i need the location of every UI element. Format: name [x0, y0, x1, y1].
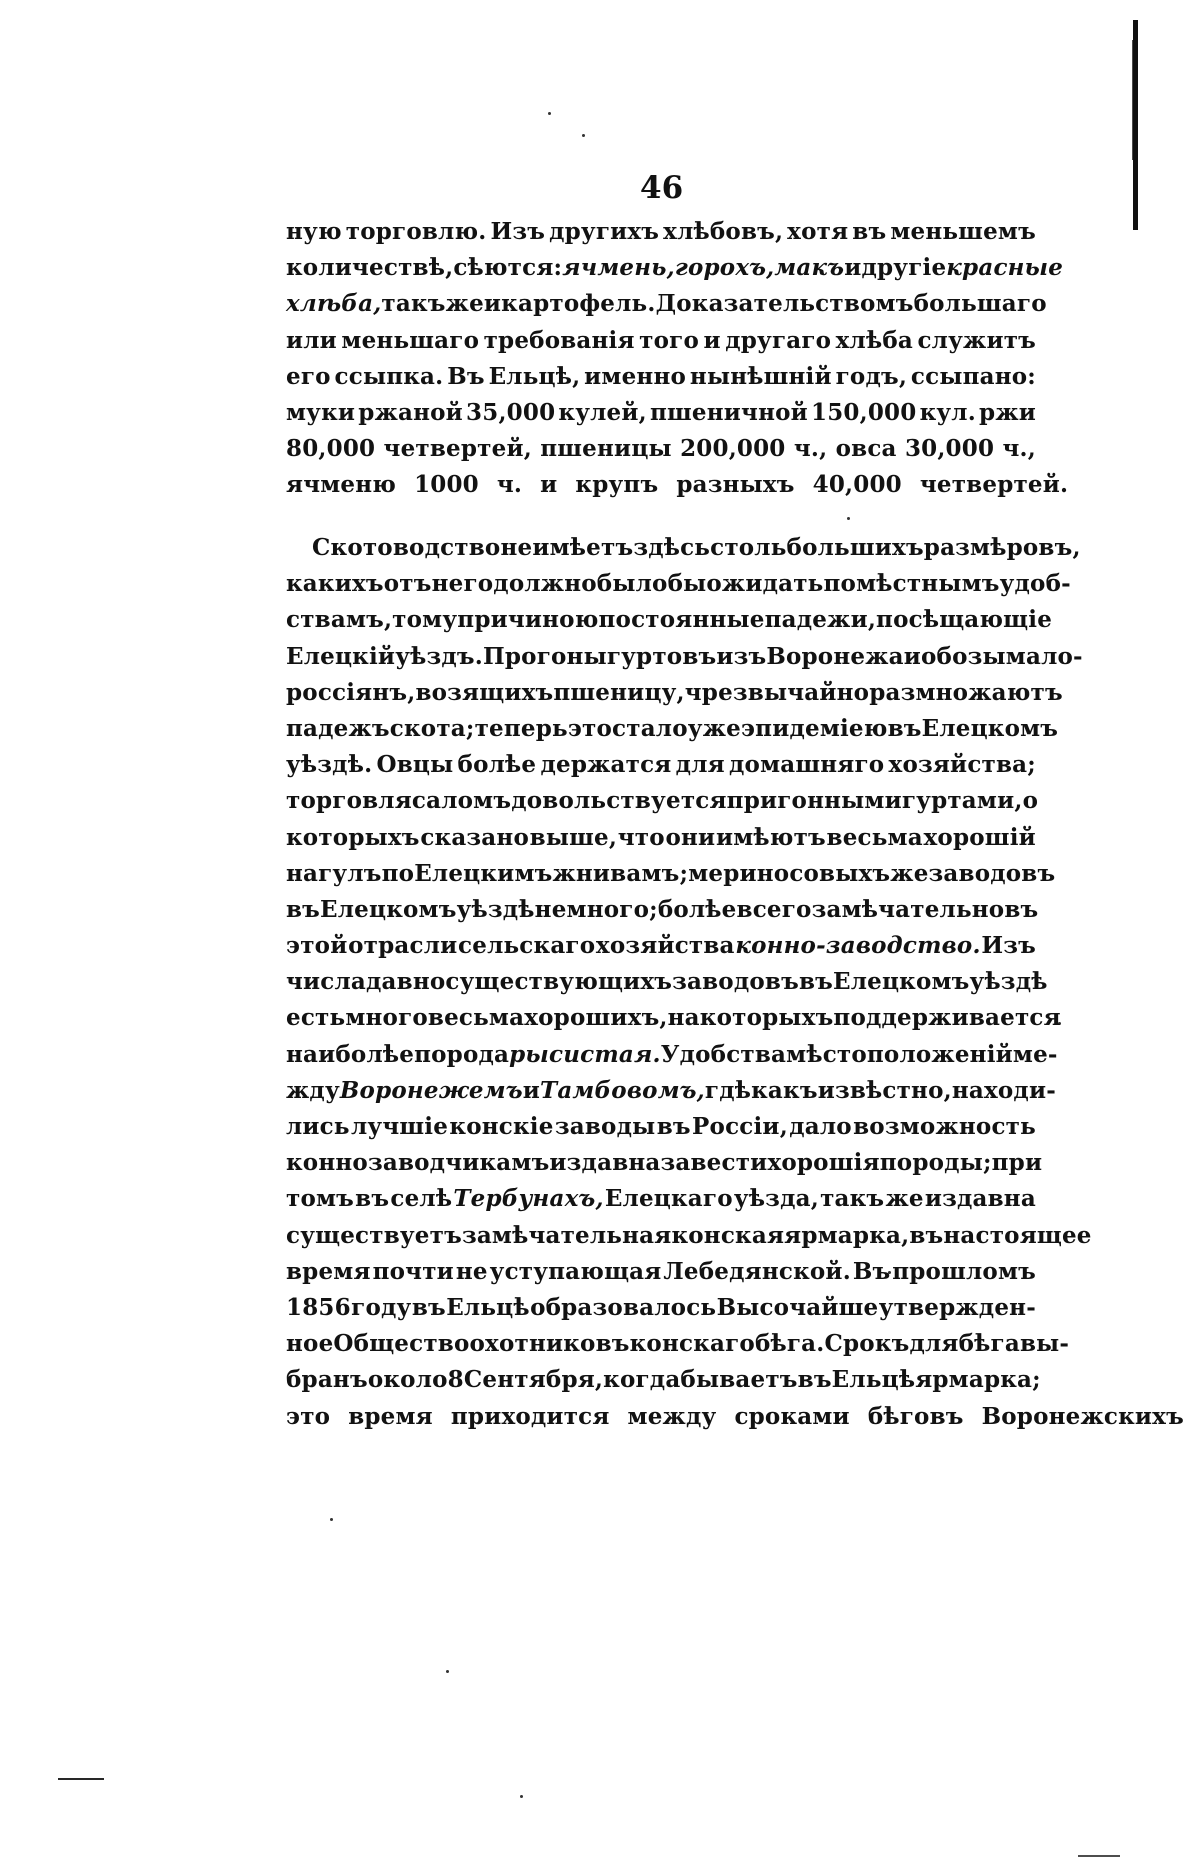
word: бы — [667, 570, 707, 598]
word: ное — [286, 1330, 334, 1358]
text-line — [286, 824, 1036, 860]
word: имѣютъ — [715, 823, 826, 851]
word: наиболѣе — [286, 1040, 415, 1068]
scan-mark — [58, 1778, 104, 1780]
word: Лебедянской. — [663, 1257, 851, 1285]
text-line — [286, 534, 1081, 570]
word: извѣстно, — [817, 1076, 952, 1104]
word: уже — [687, 714, 741, 742]
word: сроками — [734, 1402, 850, 1430]
word: такъ — [381, 290, 446, 318]
word: эпидеміею — [740, 714, 888, 742]
word: и — [903, 642, 922, 670]
word: ожидать — [706, 570, 824, 598]
text-line — [286, 327, 1036, 363]
word: разныхъ — [676, 471, 795, 499]
word: служитъ — [917, 326, 1036, 354]
word: чрезвычайно — [684, 678, 870, 706]
word: другаго — [725, 326, 832, 354]
word: Скотоводство — [312, 534, 501, 561]
word: Овцы — [376, 751, 454, 779]
word: уѣздъ. — [395, 642, 483, 670]
text-line — [286, 859, 1056, 896]
word: четвертей. — [919, 471, 1069, 499]
word: же — [445, 290, 484, 318]
word: выше, — [529, 823, 618, 851]
word: не — [500, 534, 533, 561]
word: Елецкомъ — [921, 714, 1059, 742]
word: въ — [798, 968, 833, 996]
word: держатся — [540, 751, 672, 779]
word: Удобства — [660, 1040, 787, 1068]
word: въ — [909, 1221, 944, 1249]
word: 200,000 — [680, 435, 786, 463]
word: 150,000 — [811, 398, 917, 426]
word: завести — [660, 1149, 768, 1177]
word: уѣздѣ — [969, 968, 1048, 996]
word: Елецкомъ — [320, 895, 457, 923]
word: бѣговъ — [867, 1402, 964, 1430]
word: посѣщающіе — [876, 606, 1053, 634]
text-line — [286, 471, 1069, 507]
text-line — [286, 606, 1053, 642]
word: издавна — [924, 1185, 1036, 1213]
word: столь — [710, 534, 787, 561]
word: или — [286, 326, 337, 354]
word: пшеничной — [649, 398, 808, 426]
word: которыхъ — [699, 1004, 834, 1032]
word: прошломъ — [892, 1257, 1036, 1285]
word: стало — [612, 714, 688, 742]
word: здѣсь — [633, 534, 711, 561]
word: давно — [366, 968, 446, 996]
word: 35,000 — [466, 398, 556, 426]
word: пшеницы — [540, 435, 672, 463]
word: Изъ — [981, 932, 1036, 960]
word: мѣстоположеній — [786, 1040, 1013, 1068]
word: падежъ — [286, 714, 390, 742]
word: 40,000 — [812, 471, 902, 499]
text-line — [286, 1185, 1036, 1221]
word: хорошихъ, — [524, 1004, 668, 1032]
word: весьма — [427, 1004, 525, 1032]
scan-speck — [520, 1795, 523, 1798]
text-line — [286, 399, 1036, 435]
text-line — [286, 254, 1064, 290]
word: при — [991, 1149, 1043, 1177]
word: поддерживается — [833, 1004, 1061, 1032]
text-line — [286, 1004, 1061, 1040]
word: пригонными — [726, 787, 902, 815]
word: въ — [797, 1366, 832, 1394]
word: ме- — [1012, 1040, 1058, 1068]
word: числа — [286, 968, 367, 996]
word: Воронежемъ — [339, 1076, 523, 1104]
word: на — [667, 1004, 700, 1032]
word: Тамбовомъ, — [540, 1076, 705, 1104]
word: много — [345, 1004, 428, 1032]
word: рысистая. — [509, 1040, 661, 1068]
word: сѣются: — [453, 254, 563, 282]
word: въ — [656, 1113, 691, 1140]
word: изъ — [716, 642, 767, 670]
word: возможность — [853, 1113, 1036, 1140]
word: уѣзда, — [733, 1185, 819, 1213]
word: размножаютъ — [869, 678, 1063, 706]
word: мало- — [1005, 642, 1083, 670]
word: Елецкаго — [604, 1185, 733, 1213]
word: Ельцѣ, — [488, 362, 581, 390]
word: скота; — [389, 714, 475, 742]
word: какихъ — [286, 570, 384, 598]
text-line — [286, 1330, 1070, 1366]
text-line — [286, 1113, 1036, 1149]
word: заводовъ — [928, 859, 1056, 887]
word: вы- — [1019, 1330, 1070, 1358]
text-line — [286, 363, 1036, 399]
word: бранъ — [286, 1366, 368, 1394]
word: образовалось — [530, 1293, 717, 1321]
word: хлѣбовъ, — [663, 218, 784, 245]
word: кулей, — [558, 398, 647, 426]
word: мериносовыхъ — [688, 859, 891, 887]
word: въ — [286, 895, 321, 923]
word: торговля — [286, 787, 412, 815]
text-line — [286, 932, 1036, 968]
word: довольствуется — [511, 787, 727, 815]
word: въ — [355, 1185, 390, 1213]
word: саломъ — [411, 787, 512, 815]
word: его — [286, 362, 331, 390]
word: кул. — [919, 398, 976, 426]
text-line — [286, 787, 1039, 823]
word: меньшаго — [341, 326, 480, 354]
word: тому — [392, 606, 458, 634]
word: уступающая — [489, 1257, 662, 1285]
word: Тербунахъ, — [453, 1185, 604, 1213]
word: большихъ — [786, 534, 924, 561]
word: какъ — [751, 1076, 818, 1104]
word: конскіе — [449, 1113, 554, 1140]
word: нагулъ — [286, 859, 382, 887]
word: хотя — [787, 218, 849, 245]
word: ч., — [1002, 435, 1036, 463]
text-line — [286, 218, 1036, 254]
word: лись — [286, 1113, 350, 1140]
word: въ — [887, 714, 922, 742]
scan-speck — [582, 134, 585, 137]
text-line — [286, 1402, 1184, 1439]
word: ч., — [793, 435, 828, 463]
word: конская — [671, 1221, 785, 1249]
word: размѣровъ, — [923, 534, 1081, 561]
text-line — [286, 1040, 1058, 1077]
word: ячменю — [286, 471, 397, 499]
word: конно-заводство. — [735, 932, 981, 960]
word: возящихъ — [415, 678, 554, 706]
word: макъ — [774, 254, 845, 282]
page-number: 46 — [640, 170, 684, 206]
word: Общество — [333, 1330, 470, 1358]
word: заводовъ — [672, 968, 799, 996]
word: порода — [414, 1040, 510, 1068]
word: ссыпка. — [334, 362, 444, 390]
scan-speck — [847, 517, 850, 520]
word: ссыпано: — [910, 362, 1036, 390]
word: дало — [789, 1113, 852, 1140]
word: ржаной — [358, 398, 463, 426]
text-line — [286, 435, 1036, 471]
word: издавна — [549, 1149, 661, 1177]
word: именно — [584, 362, 687, 390]
text-line — [286, 714, 1059, 751]
word: заводы — [554, 1113, 656, 1140]
word: ячмень, — [562, 254, 675, 282]
word: Ельцѣ — [446, 1293, 530, 1321]
word: сказано — [420, 823, 529, 851]
text-line — [286, 751, 1036, 787]
word: нынѣшній — [689, 362, 832, 390]
word: время — [286, 1257, 371, 1285]
text-line — [286, 1221, 1092, 1258]
word: сельскаго — [458, 932, 596, 960]
word: Елецкомъ — [832, 968, 970, 996]
scan-speck — [446, 1670, 449, 1673]
word: красные — [946, 254, 1064, 282]
word: россіянъ, — [286, 678, 416, 706]
word: существующихъ — [445, 968, 673, 996]
word: коннозаводчикамъ — [286, 1149, 550, 1177]
word: него — [431, 570, 494, 598]
word: конскаго — [629, 1330, 755, 1358]
word: картофель. — [501, 290, 656, 318]
word: гуртами, — [901, 787, 1023, 815]
word: ствамъ, — [286, 606, 393, 634]
word: 1000 — [414, 471, 479, 499]
word: такъ — [820, 1185, 885, 1213]
word: же — [885, 1185, 924, 1213]
word: падежи, — [764, 606, 877, 634]
word: Въ — [447, 362, 485, 390]
scan-speck — [548, 112, 551, 115]
word: породы; — [879, 1149, 992, 1177]
word: они — [665, 823, 716, 851]
word: году — [351, 1293, 412, 1321]
word: имѣетъ — [532, 534, 634, 561]
word: гдѣ — [704, 1076, 752, 1104]
word: 1856 — [286, 1293, 351, 1321]
word: по — [381, 859, 415, 887]
word: гуртовъ — [606, 642, 717, 670]
word: настоящее — [943, 1221, 1092, 1249]
word: Воронежскихъ — [981, 1402, 1184, 1430]
word: годъ, — [835, 362, 908, 390]
word: постоянные — [598, 606, 765, 634]
word: лучшіе — [351, 1113, 449, 1140]
word: Елецкій — [286, 642, 396, 670]
word: всего — [736, 895, 812, 923]
word: 8 — [447, 1366, 464, 1394]
word: около — [367, 1366, 448, 1394]
word: Россіи, — [692, 1113, 788, 1140]
paragraph-livestock — [286, 534, 1184, 1439]
word: жду — [286, 1076, 340, 1104]
word: другихъ — [549, 218, 660, 245]
text-line — [286, 895, 1039, 932]
word: это — [286, 1402, 331, 1430]
word: въ — [852, 218, 887, 245]
word: которыхъ — [286, 823, 420, 851]
word: 30,000 — [904, 435, 995, 463]
word: Воронежа — [766, 642, 904, 670]
word: и — [522, 1076, 541, 1104]
word: и — [540, 471, 558, 499]
word: и — [483, 290, 502, 318]
word: это — [567, 714, 613, 742]
text-line — [286, 1076, 1056, 1113]
word: между — [627, 1402, 717, 1430]
word: томъ — [286, 1185, 355, 1213]
word: Срокъ — [824, 1330, 910, 1358]
word: меньшемъ — [890, 218, 1036, 245]
word: утвержден- — [878, 1293, 1036, 1321]
word: хлѣба, — [286, 290, 382, 318]
word: ч. — [496, 471, 523, 499]
text-line — [286, 1149, 1043, 1185]
word: торговлю. — [345, 218, 487, 245]
scan-speck — [330, 1518, 333, 1521]
word: же — [890, 859, 929, 887]
word: причиною — [457, 606, 599, 634]
paragraph-continued — [286, 218, 1069, 508]
word: не — [534, 895, 567, 923]
word: уѣздѣ — [456, 895, 535, 923]
text-line — [286, 290, 1047, 326]
word: для — [909, 1330, 959, 1358]
text-line — [286, 642, 1083, 679]
word: муки — [286, 398, 356, 426]
word: Въ — [852, 1257, 891, 1285]
word: охотниковъ — [469, 1330, 630, 1358]
word: уѣздѣ. — [286, 751, 373, 779]
word: что — [617, 823, 665, 851]
word: есть — [286, 1004, 346, 1032]
word: бѣга. — [754, 1330, 825, 1358]
word: почти — [372, 1257, 454, 1285]
word: хозяйства; — [888, 751, 1036, 779]
word: хозяйства — [595, 932, 735, 960]
word: по — [823, 570, 857, 598]
word: болѣе — [657, 895, 737, 923]
word: овса — [835, 435, 897, 463]
word: весьма — [826, 823, 923, 851]
word: для — [675, 751, 725, 779]
word: крупъ — [575, 471, 659, 499]
word: удоб- — [999, 570, 1071, 598]
word: жнивамъ; — [552, 859, 689, 887]
word: обозы — [921, 642, 1006, 670]
word: приходится — [450, 1402, 610, 1430]
word: время — [348, 1402, 433, 1430]
word: теперь — [474, 714, 568, 742]
word: бѣга — [958, 1330, 1020, 1358]
word: замѣчательная — [461, 1221, 672, 1249]
scan-mark — [1078, 1855, 1120, 1857]
word: въ — [1004, 895, 1039, 923]
word: болѣе — [457, 751, 537, 779]
word: и — [703, 326, 721, 354]
word: этой — [286, 932, 348, 960]
word: четвертей, — [383, 435, 532, 463]
word: бываетъ — [680, 1366, 798, 1394]
word: отрасли — [348, 932, 458, 960]
word: Высочайше — [716, 1293, 879, 1321]
word: хорошій — [923, 823, 1036, 851]
word: хлѣба — [835, 326, 913, 354]
word: горохъ, — [674, 254, 775, 282]
word: мѣстнымъ — [856, 570, 1000, 598]
word: того — [639, 326, 699, 354]
word: ную — [286, 218, 342, 245]
word: не — [455, 1257, 488, 1285]
word: должно — [493, 570, 597, 598]
word: Елецкимъ — [414, 859, 553, 887]
word: много; — [566, 895, 658, 923]
word: Доказательствомъ — [655, 290, 914, 318]
text-line — [286, 1294, 1036, 1330]
word: количествѣ, — [286, 254, 454, 282]
word: хорошія — [767, 1149, 880, 1177]
word: селѣ — [390, 1185, 453, 1213]
text-line — [286, 968, 1048, 1004]
text-line — [286, 678, 1063, 715]
word: требованія — [483, 326, 635, 354]
word: пшеницу, — [553, 678, 685, 706]
word: ярмарка; — [915, 1366, 1041, 1394]
word: отъ — [383, 570, 432, 598]
word: большаго — [913, 290, 1047, 318]
word: когда — [603, 1366, 681, 1394]
word: домашняго — [729, 751, 885, 779]
word: другіе — [861, 254, 947, 282]
word: Изъ — [490, 218, 546, 245]
word: Прогоны — [482, 642, 607, 670]
word: 80,000 — [286, 435, 376, 463]
page-edge-mark — [1132, 40, 1134, 160]
text-line — [286, 570, 1071, 606]
word: въ — [411, 1293, 446, 1321]
word: и — [844, 254, 862, 282]
word: ржи — [979, 398, 1036, 426]
word: замѣчательно — [811, 895, 1005, 923]
word: существуетъ — [286, 1221, 462, 1249]
word: Ельцѣ — [831, 1366, 916, 1394]
word: находи- — [951, 1076, 1056, 1104]
word: было — [596, 570, 668, 598]
word: Сентября, — [463, 1366, 604, 1394]
word: ярмарка, — [784, 1221, 910, 1249]
text-line — [286, 1366, 1041, 1402]
text-line — [286, 1258, 1036, 1294]
word: о — [1022, 787, 1039, 815]
